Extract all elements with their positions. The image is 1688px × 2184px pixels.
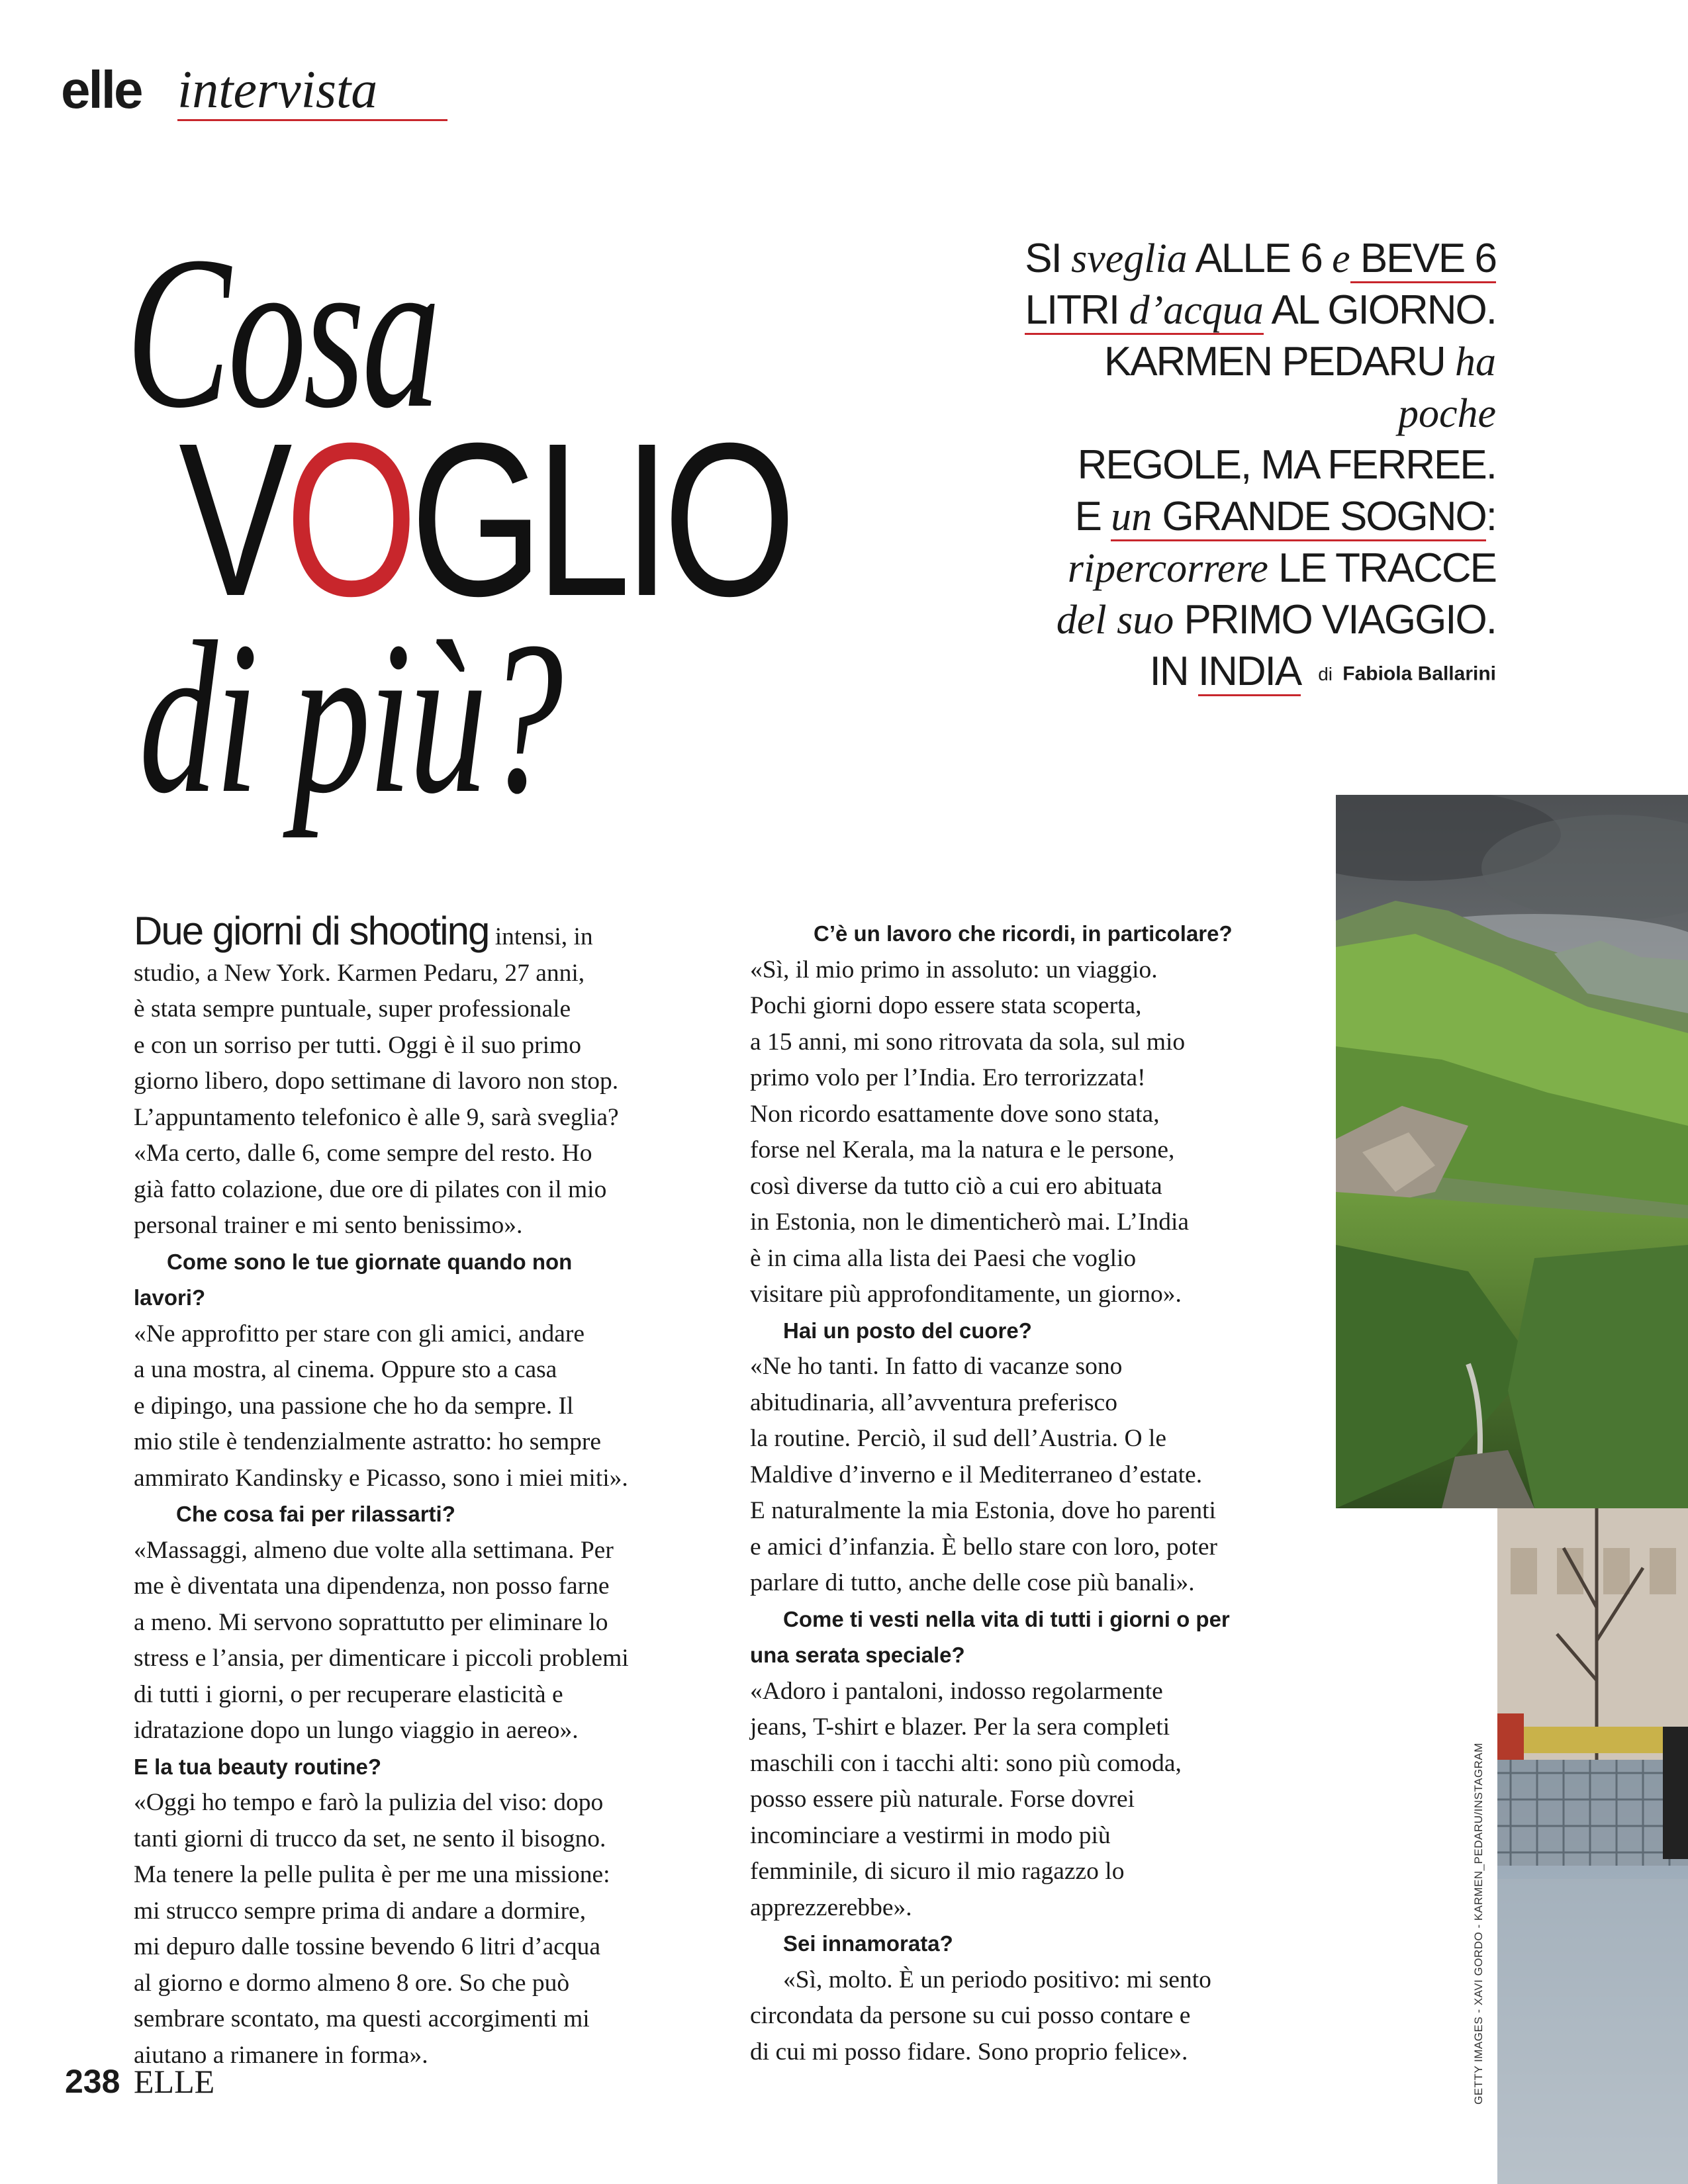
- body-line: circondata da persone su cui posso contare e: [750, 2002, 1191, 2029]
- body-line: stress e l’ansia, per dimenticare i piccoli problemi: [134, 1645, 629, 1672]
- body-line: aiutano a rimanere in forma».: [134, 2041, 428, 2069]
- body-line: già fatto colazione, due ore di pilates con il mio: [134, 1175, 607, 1203]
- body-line: a 15 anni, mi sono ritrovata da sola, sul mio: [750, 1028, 1186, 1056]
- body-line: «Sì, molto. È un periodo positivo: mi sento: [783, 1966, 1211, 1993]
- deck-text: IN: [1149, 649, 1198, 694]
- body-line: idratazione dopo un lungo viaggio in aereo».: [134, 1717, 579, 1744]
- header-rule: [177, 119, 447, 121]
- body-line: così diverse da tutto ciò a cui ero abituata: [750, 1172, 1162, 1200]
- deck-underlined: BEVE 6: [1350, 236, 1496, 283]
- deck-text: PRIMO VIAGGIO.: [1174, 597, 1496, 643]
- body-line: apprezzerebbe».: [750, 1893, 912, 1921]
- mountain-landscape-photo: [1336, 795, 1688, 1508]
- deck-text: ALLE 6: [1187, 236, 1333, 281]
- deck-italic-underlined: d’acqua: [1119, 288, 1264, 335]
- body-line: ammirato Kandinsky e Picasso, sono i miei miti».: [134, 1464, 628, 1492]
- section-label: intervista: [177, 61, 378, 119]
- body-line: personal trainer e mi sento benissimo».: [134, 1212, 523, 1239]
- deck-text: AL GIORNO.: [1263, 287, 1496, 333]
- title-line-1: Cosa: [126, 212, 438, 453]
- body-line: «Ne approfitto per stare con gli amici, andare: [134, 1320, 585, 1347]
- body-line: «Ma certo, dalle 6, come sempre del resto. Ho: [134, 1140, 592, 1167]
- footer-brand: ELLE: [134, 2063, 215, 2100]
- body-line: jeans, T-shirt e blazer. Per la sera completi: [750, 1713, 1170, 1741]
- deck-underlined: INDIA: [1198, 649, 1301, 696]
- title-letter-o-red: O: [285, 397, 411, 641]
- byline-author: Fabiola Ballarini: [1342, 662, 1496, 685]
- body-line: «Adoro i pantaloni, indosso regolarmente: [750, 1677, 1163, 1705]
- question-heading: Sei innamorata?: [783, 1931, 953, 1956]
- article-column-1: [134, 909, 716, 2073]
- deck-italic: del suo: [1056, 598, 1174, 643]
- photo-credit: [1472, 1707, 1499, 2105]
- body-line: la routine. Perciò, il sud dell’Austria. O le: [750, 1425, 1167, 1452]
- byline-prefix: di: [1318, 663, 1333, 684]
- deck-italic: sveglia: [1071, 236, 1188, 281]
- body-line: studio, a New York. Karmen Pedaru, 27 anni,: [134, 959, 585, 987]
- body-line: e amici d’infanzia. È bello stare con loro, poter: [750, 1533, 1217, 1561]
- body-line: primo volo per l’India. Ero terrorizzata!: [750, 1064, 1146, 1091]
- street-photo: [1497, 1508, 1688, 2184]
- body-line: «Massaggi, almeno due volte alla settimana. Per: [134, 1536, 614, 1564]
- deck-text: :: [1485, 494, 1496, 539]
- body-line: di cui mi posso fidare. Sono proprio felice».: [750, 2038, 1188, 2066]
- body-line: intensi, in: [489, 923, 593, 950]
- page-number: 238: [65, 2063, 120, 2100]
- body-line: è in cima alla lista dei Paesi che voglio: [750, 1244, 1137, 1272]
- body-line: e con un sorriso per tutti. Oggi è il suo primo: [134, 1031, 581, 1059]
- deck-italic: e: [1332, 236, 1350, 281]
- deck-underlined: GRANDE SOGNO: [1152, 494, 1486, 541]
- question-heading: Come sono le tue giornate quando non: [167, 1249, 573, 1274]
- magazine-brand-logo: elle: [61, 60, 142, 119]
- body-line: L’appuntamento telefonico è alle 9, sarà sveglia?: [134, 1103, 619, 1131]
- body-line: femminile, di sicuro il mio ragazzo lo: [750, 1858, 1125, 1885]
- body-line: me è diventata una dipendenza, non posso farne: [134, 1572, 610, 1600]
- deck-italic: ripercorrere: [1067, 546, 1268, 591]
- question-heading: C’è un lavoro che ricordi, in particolare?: [814, 921, 1233, 946]
- body-line: posso essere più naturale. Forse dovrei: [750, 1786, 1135, 1813]
- body-line: Ma tenere la pelle pulita è per me una missione:: [134, 1861, 610, 1888]
- body-line: «Oggi ho tempo e farò la pulizia del viso: dopo: [134, 1789, 604, 1816]
- body-line: Non ricordo esattamente dove sono stata,: [750, 1100, 1160, 1128]
- body-line: tanti giorni di trucco da set, ne sento il bisogno.: [134, 1825, 606, 1852]
- body-line: in Estonia, non le dimenticherò mai. L’India: [750, 1208, 1190, 1236]
- body-line: e dipingo, una passione che ho da sempre. Il: [134, 1392, 574, 1420]
- body-line: a una mostra, al cinema. Oppure sto a casa: [134, 1356, 557, 1383]
- body-line: Pochi giorni dopo essere stata scoperta,: [750, 992, 1142, 1019]
- question-heading: una serata speciale?: [750, 1643, 965, 1667]
- title-letters-glio: GLIO: [410, 397, 789, 641]
- title-letter-v: V: [179, 397, 285, 641]
- body-line: incominciare a vestirmi in modo più: [750, 1821, 1111, 1849]
- body-line: maschili con i tacchi alti: sono più comoda,: [750, 1749, 1182, 1777]
- body-line: E naturalmente la mia Estonia, dove ho parenti: [750, 1497, 1216, 1524]
- question-heading: Che cosa fai per rilassarti?: [176, 1502, 455, 1526]
- title-line-3: di più?: [139, 597, 561, 839]
- deck-italic-underlined: un: [1111, 494, 1152, 541]
- photo-credit-text: GETTY IMAGES - XAVI GORDO - KARMEN_PEDARU/INSTAGRAM: [1472, 1743, 1485, 2105]
- body-line: è stata sempre puntuale, super professionale: [134, 995, 571, 1023]
- deck-text: REGOLE, MA FERREE.: [1077, 442, 1496, 488]
- body-line: mio stile è tendenzialmente astratto: ho sempre: [134, 1428, 602, 1455]
- deck-text: E: [1074, 494, 1111, 539]
- body-line: abitudinaria, all’avventura preferisco: [750, 1388, 1117, 1416]
- deck-standfirst: [1006, 233, 1496, 700]
- deck-italic: ha poche: [1397, 340, 1496, 436]
- deck-underlined: LITRI: [1025, 287, 1119, 335]
- title-line-2: [179, 397, 789, 641]
- question-heading: Hai un posto del cuore?: [783, 1318, 1032, 1343]
- body-line: visitare più approfonditamente, un giorno».: [750, 1281, 1182, 1308]
- deck-text: LE TRACCE: [1268, 545, 1496, 591]
- body-line: «Sì, il mio primo in assoluto: un viaggio.: [750, 956, 1158, 983]
- body-line: sembrare scontato, ma questi accorgimenti mi: [134, 2005, 590, 2032]
- body-line: di tutti i giorni, o per recuperare elasticità e: [134, 1680, 563, 1708]
- deck-text: KARMEN PEDARU: [1103, 339, 1455, 385]
- question-heading: Come ti vesti nella vita di tutti i giorni o per: [783, 1606, 1230, 1631]
- body-line: forse nel Kerala, ma la natura e le persone,: [750, 1136, 1175, 1163]
- deck-text: SI: [1025, 236, 1072, 281]
- body-line: giorno libero, dopo settimane di lavoro non stop.: [134, 1068, 619, 1095]
- body-line: mi strucco sempre prima di andare a dormire,: [134, 1897, 586, 1925]
- article-column-2: [750, 916, 1299, 2070]
- body-line: Maldive d’inverno e il Mediterraneo d’estate.: [750, 1461, 1203, 1488]
- question-heading: lavori?: [134, 1285, 206, 1310]
- question-heading: E la tua beauty routine?: [134, 1754, 382, 1779]
- body-line: al giorno e dormo almeno 8 ore. So che può: [134, 1969, 570, 1997]
- body-line: a meno. Mi servono soprattutto per eliminare lo: [134, 1608, 608, 1636]
- body-line: parlare di tutto, anche delle cose più banali».: [750, 1569, 1195, 1596]
- body-line: mi depuro dalle tossine bevendo 6 litri d’acqua: [134, 1933, 601, 1960]
- body-line: «Ne ho tanti. In fatto di vacanze sono: [750, 1353, 1123, 1380]
- lead-in: Due giorni di shooting: [134, 909, 489, 953]
